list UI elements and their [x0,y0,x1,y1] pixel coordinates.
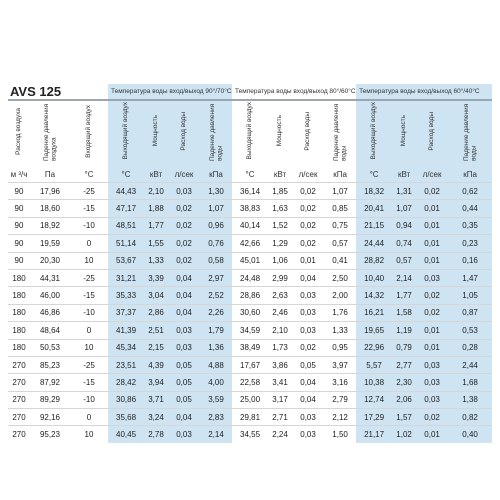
unit-cell: кВт [392,166,416,183]
table-cell: 2,24 [268,426,292,443]
table-cell: 0,02 [416,304,448,321]
table-row [8,235,492,252]
table-cell: 3,94 [144,374,168,391]
column-header-water-flow-g0 [168,100,200,166]
table-cell: 0,57 [324,235,356,252]
performance-table [8,84,492,443]
table-cell: 12,74 [356,391,392,408]
table-cell: 29,81 [232,409,268,426]
table-cell: 0,01 [416,252,448,269]
table-cell: 0,02 [292,235,324,252]
table-row [8,339,492,356]
table-cell: 0,23 [448,235,492,252]
table-cell: 0,01 [416,339,448,356]
table-cell: 0,01 [416,200,448,217]
table-cell: 2,26 [200,304,232,321]
unit-cell: Па [44,169,56,179]
table-cell: 0,35 [448,217,492,234]
table-cell: 1,77 [392,287,416,304]
table-cell: 24,44 [356,235,392,252]
table-cell: 3,39 [144,269,168,286]
table-cell: 5,57 [356,356,392,373]
table-cell: 87,92 [30,374,70,391]
table-cell: 34,55 [232,426,268,443]
table-cell: -15 [70,374,108,391]
table-cell: 35,68 [108,409,144,426]
column-header-label: Падение давления воздуха [42,103,57,161]
table-body [8,183,492,443]
table-cell: 0,16 [448,252,492,269]
table-cell: 4,88 [200,356,232,373]
table-cell: 270 [8,426,30,443]
table-cell: 0,62 [448,183,492,200]
unit-cell: м ³/ч [10,169,28,179]
table-cell: 22,58 [232,374,268,391]
table-cell: 17,29 [356,409,392,426]
table-cell: 35,33 [108,287,144,304]
table-cell: 180 [8,339,30,356]
table-cell: 46,00 [30,287,70,304]
table-cell: 1,58 [392,304,416,321]
table-cell: 270 [8,374,30,391]
group-header-80-60: Температура воды вход/выход 80°/60°С [232,84,356,100]
table-row [8,391,492,408]
table-cell: 0,05 [168,356,200,373]
column-header-air-pressure-drop [30,100,70,166]
table-cell: 0,02 [292,217,324,234]
table-cell: 10 [70,252,108,269]
unit-cell: °С [84,169,94,179]
table-cell: 1,77 [144,217,168,234]
table-row [8,200,492,217]
table-cell: 0,02 [292,339,324,356]
table-cell: 28,42 [108,374,144,391]
table-cell: 0 [70,409,108,426]
table-cell: 0,96 [200,217,232,234]
table-cell: 2,12 [324,409,356,426]
table-cell: 1,07 [324,183,356,200]
table-cell: 90 [8,183,30,200]
table-cell: 4,00 [200,374,232,391]
unit-cell: кВт [273,169,287,179]
column-header-label: Падение давления воды [332,103,348,161]
table-cell: 1,19 [392,322,416,339]
table-cell: 0,02 [168,200,200,217]
table-cell: -10 [70,304,108,321]
table-cell: 0,03 [292,287,324,304]
table-cell: 0,03 [292,304,324,321]
table-cell: 1,02 [392,426,416,443]
title-row [8,84,492,100]
table-cell: 1,79 [200,322,232,339]
table-cell: 48,64 [30,322,70,339]
model-title: AVS 125 [8,84,108,100]
table-cell: 46,86 [30,304,70,321]
table-cell: 2,00 [324,287,356,304]
table-cell: 90 [8,235,30,252]
table-cell: 90 [8,200,30,217]
table-cell: 21,17 [356,426,392,443]
table-cell: 1,31 [392,183,416,200]
table-cell: 180 [8,322,30,339]
table-cell: 22,96 [356,339,392,356]
table-cell: -25 [70,183,108,200]
column-header-label: Мощность [152,115,160,147]
unit-cell: °С [245,169,255,179]
column-header-label: Расход воды [428,111,436,151]
unit-cell: кВт [144,166,168,183]
table-cell: 2,86 [144,304,168,321]
table-cell: 0,04 [292,391,324,408]
table-cell: 30,60 [232,304,268,321]
table-cell: 2,51 [144,322,168,339]
table-cell: 2,30 [392,374,416,391]
table-cell: 45,34 [108,339,144,356]
table-cell: 2,10 [144,183,168,200]
table-cell: 48,51 [108,217,144,234]
table-cell: 23,51 [108,356,144,373]
table-cell: 180 [8,269,30,286]
column-header-row [8,100,492,166]
table-row [8,409,492,426]
table-cell: 0,04 [168,269,200,286]
table-cell: 0,03 [292,409,324,426]
table-cell: 0,03 [168,426,200,443]
table-cell: 2,77 [392,356,416,373]
table-cell: 0,01 [416,426,448,443]
column-header-water-pressure-drop-g1 [324,100,356,166]
table-cell: 89,29 [30,391,70,408]
column-header-outlet-air-g0 [108,100,144,166]
table-cell: -15 [70,200,108,217]
table-cell: 1,29 [268,235,292,252]
table-cell: 1,55 [144,235,168,252]
table-row [8,356,492,373]
table-cell: 3,04 [144,287,168,304]
table-cell: 0 [70,235,108,252]
table-cell: 0,53 [448,322,492,339]
table-cell: 2,50 [324,269,356,286]
table-cell: 37,37 [108,304,144,321]
table-cell: 0,04 [292,374,324,391]
table-cell: 21,15 [356,217,392,234]
table-cell: 0,02 [416,409,448,426]
table-row [8,322,492,339]
table-cell: 10,38 [356,374,392,391]
table-cell: 0,04 [168,409,200,426]
table-cell: 3,86 [268,356,292,373]
table-cell: 2,78 [144,426,168,443]
table-cell: 0,02 [416,183,448,200]
table-cell: 0,03 [416,374,448,391]
table-cell: 1,06 [268,252,292,269]
table-cell: 3,24 [144,409,168,426]
table-cell: 95,23 [30,426,70,443]
unit-cell: кПа [200,166,232,183]
column-header-water-flow-g1 [292,100,324,166]
table-cell: 180 [8,304,30,321]
table-cell: 1,76 [324,304,356,321]
table-cell: 0,02 [292,200,324,217]
table-row [8,304,492,321]
table-cell: 38,49 [232,339,268,356]
table-cell: 2,79 [324,391,356,408]
column-header-label: Падение давления воды [462,103,478,161]
table-cell: 1,07 [200,200,232,217]
table-cell: 1,52 [268,217,292,234]
table-cell: 2,63 [268,287,292,304]
table-cell: 0,01 [416,235,448,252]
table-cell: 0,03 [416,391,448,408]
table-cell: -25 [70,269,108,286]
table-cell: 85,23 [30,356,70,373]
table-cell: 0,44 [448,200,492,217]
table-cell: 0,74 [392,235,416,252]
table-cell: 0,05 [168,374,200,391]
table-row [8,252,492,269]
column-header-inlet-air [70,100,108,166]
table-cell: 19,65 [356,322,392,339]
table-cell: 17,96 [30,183,70,200]
table-cell: 1,68 [448,374,492,391]
column-header-label: Расход воздуха [15,107,23,155]
table-row [8,183,492,200]
table-cell: 3,17 [268,391,292,408]
table-row [8,426,492,443]
table-cell: 0,58 [200,252,232,269]
table-cell: 2,97 [200,269,232,286]
column-header-power-g2 [392,100,416,166]
performance-sheet [8,84,492,443]
table-cell: 0,03 [168,322,200,339]
column-header-outlet-air-g1 [232,100,268,166]
table-cell: 90 [8,252,30,269]
table-cell: -15 [70,287,108,304]
table-cell: 0,79 [392,339,416,356]
table-cell: 0,02 [168,252,200,269]
table-cell: 180 [8,287,30,304]
table-cell: 10 [70,426,108,443]
table-cell: 53,67 [108,252,144,269]
table-cell: 30,86 [108,391,144,408]
table-cell: 1,50 [324,426,356,443]
table-cell: 0,04 [168,287,200,304]
table-cell: 1,07 [392,200,416,217]
table-cell: 18,60 [30,200,70,217]
table-cell: 270 [8,391,30,408]
table-cell: 2,14 [200,426,232,443]
table-cell: 20,30 [30,252,70,269]
table-cell: 2,15 [144,339,168,356]
table-cell: 1,85 [268,183,292,200]
table-cell: 10,40 [356,269,392,286]
table-cell: 1,36 [200,339,232,356]
table-cell: 18,92 [30,217,70,234]
table-cell: 270 [8,356,30,373]
table-cell: 19,59 [30,235,70,252]
column-header-label: Выходящий воздух [246,102,254,160]
table-cell: 45,01 [232,252,268,269]
table-cell: 3,71 [144,391,168,408]
table-cell: 2,14 [392,269,416,286]
table-cell: 2,44 [448,356,492,373]
unit-cell: °С [108,166,144,183]
table-cell: 3,59 [200,391,232,408]
column-header-label: Расход воды [304,111,312,151]
table-cell: 18,32 [356,183,392,200]
table-cell: 0,05 [292,356,324,373]
table-cell: 40,14 [232,217,268,234]
table-cell: 0,03 [416,356,448,373]
table-cell: 50,53 [30,339,70,356]
table-cell: 2,10 [268,322,292,339]
table-cell: 25,00 [232,391,268,408]
table-cell: 10 [70,339,108,356]
table-cell: 14,32 [356,287,392,304]
table-cell: 0,85 [324,200,356,217]
table-cell: 1,73 [268,339,292,356]
table-cell: 0,76 [200,235,232,252]
table-cell: 0,01 [292,252,324,269]
table-cell: 0,03 [292,426,324,443]
table-cell: 1,33 [324,322,356,339]
unit-row [8,166,492,183]
table-cell: 2,99 [268,269,292,286]
table-cell: 1,05 [448,287,492,304]
unit-cell: л/сек [416,166,448,183]
column-header-label: Падение давления воды [208,103,224,161]
table-cell: 0,03 [168,183,200,200]
table-cell: 3,16 [324,374,356,391]
table-cell: 0,01 [416,322,448,339]
table-row [8,287,492,304]
table-cell: 0 [70,322,108,339]
column-header-label: Мощность [400,115,408,147]
table-cell: 0,82 [448,409,492,426]
table-cell: 47,17 [108,200,144,217]
table-cell: 24,48 [232,269,268,286]
table-cell: 40,45 [108,426,144,443]
column-header-water-pressure-drop-g0 [200,100,232,166]
table-cell: 0,02 [292,183,324,200]
table-cell: 0,02 [168,217,200,234]
table-cell: 4,39 [144,356,168,373]
table-cell: 1,33 [144,252,168,269]
table-cell: 0,02 [168,235,200,252]
table-cell: 2,06 [392,391,416,408]
group-header-90-70: Температура воды вход/выход 90°/70°С [108,84,232,100]
table-cell: 1,88 [144,200,168,217]
table-cell: 41,39 [108,322,144,339]
table-cell: 1,57 [392,409,416,426]
column-header-power-g1 [268,100,292,166]
table-row [8,217,492,234]
table-cell: 0,28 [448,339,492,356]
table-cell: 28,86 [232,287,268,304]
table-row [8,269,492,286]
table-cell: 0,94 [392,217,416,234]
column-header-label: Выходящий воздух [122,102,130,160]
table-cell: 270 [8,409,30,426]
unit-cell: кПа [333,169,347,179]
table-cell: 0,87 [448,304,492,321]
table-cell: 42,66 [232,235,268,252]
table-cell: 1,38 [448,391,492,408]
table-cell: 0,41 [324,252,356,269]
table-cell: 36,14 [232,183,268,200]
table-cell: 1,47 [448,269,492,286]
column-header-air-flow [8,100,30,166]
unit-cell: л/сек [168,166,200,183]
table-cell: 2,46 [268,304,292,321]
table-cell: 28,82 [356,252,392,269]
column-header-power-g0 [144,100,168,166]
table-cell: 2,83 [200,409,232,426]
column-header-label: Входящий воздух [85,104,93,158]
table-cell: 0,01 [416,217,448,234]
table-cell: -25 [70,356,108,373]
unit-cell: кПа [448,166,492,183]
table-cell: 20,41 [356,200,392,217]
table-cell: 0,40 [448,426,492,443]
table-cell: 0,95 [324,339,356,356]
table-cell: 0,03 [416,269,448,286]
table-cell: 0,04 [292,269,324,286]
table-cell: 3,41 [268,374,292,391]
table-cell: -10 [70,391,108,408]
table-cell: 0,05 [168,391,200,408]
table-cell: 51,14 [108,235,144,252]
column-header-outlet-air-g2 [356,100,392,166]
unit-cell: л/сек [298,169,318,179]
table-cell: 44,43 [108,183,144,200]
table-cell: 0,57 [392,252,416,269]
table-cell: 0,75 [324,217,356,234]
table-cell: 44,31 [30,269,70,286]
table-cell: 1,30 [200,183,232,200]
table-cell: 34,59 [232,322,268,339]
column-header-water-flow-g2 [416,100,448,166]
table-cell: 92,16 [30,409,70,426]
table-cell: 3,97 [324,356,356,373]
table-cell: 2,71 [268,409,292,426]
table-cell: 0,03 [292,322,324,339]
column-header-label: Мощность [276,115,284,147]
table-cell: 17,67 [232,356,268,373]
table-cell: 90 [8,217,30,234]
group-header-60-40: Температура воды вход/выход 60°/40°С [356,84,492,100]
table-cell: 31,21 [108,269,144,286]
unit-cell: °С [356,166,392,183]
table-cell: 38,83 [232,200,268,217]
table-cell: 0,04 [168,304,200,321]
table-cell: 2,52 [200,287,232,304]
table-cell: 16,21 [356,304,392,321]
table-cell: -10 [70,217,108,234]
column-header-water-pressure-drop-g2 [448,100,492,166]
column-header-label: Расход воды [180,111,188,151]
table-cell: 0,03 [168,339,200,356]
table-row [8,374,492,391]
table-cell: 1,63 [268,200,292,217]
column-header-label: Выходящий воздух [370,102,378,160]
table-cell: 0,02 [416,287,448,304]
